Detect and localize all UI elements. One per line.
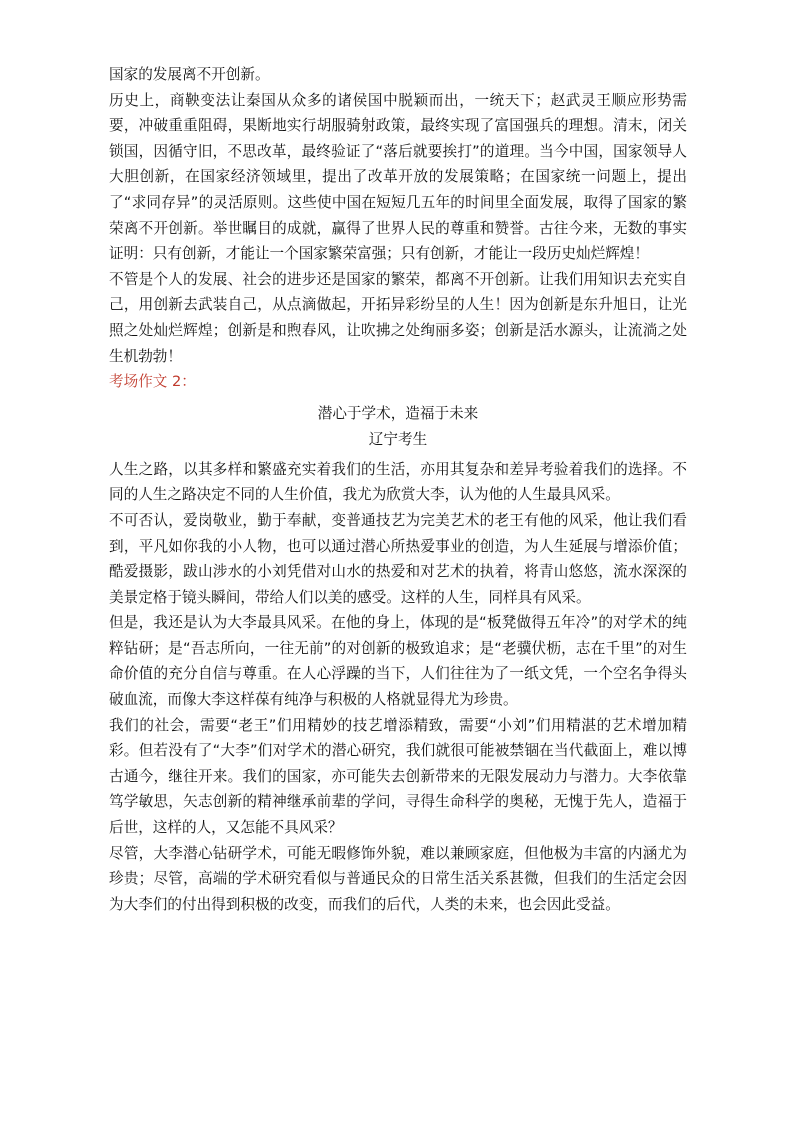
essay2-paragraph-2: 不可否认，爱岗敬业，勤于奉献，变普通技艺为完美艺术的老王有他的风采，他让我们看到，平凡如你我的小人物，也可以通过潜心所热爱事业的创造，为人生延展与增添价值；酷爱摄影，跋山涉水的小刘凭借对山水的热爱和对艺术的执着，将青山悠悠，流水深深的美景定格于镜头瞬间，带给人们以美的感受。这样的人生，同样具有风采。 bbox=[109, 511, 687, 606]
essay2-title: 潜心于学术，造福于未来 bbox=[317, 404, 479, 422]
essay1-paragraph-2: 历史上，商鞅变法让秦国从众多的诸侯国中脱颖而出，一统天下；赵武灵王顺应形势需要，冲破重重阻碍，果断地实行胡服骑射政策，最终实现了富国强兵的理想。清末，闭关锁国，因循守旧，不思改革，最终验证了“落后就要挨打”的道理。当今中国，国家领导人大胆创新，在国家经济领域里，提出了改革开放的发展策略；在国家统一问题上，提出了“求同存异”的灵活原则。这些使中国在短短几五年的时间里全面发展，取得了国家的繁荣离不开创新。举世瞩目的成就，赢得了世界人民的尊重和赞誉。古往今来，无数的事实证明：只有创新，才能让一个国家繁荣富强；只有创新，才能让一段历史灿烂辉煌！ bbox=[109, 91, 687, 263]
essay2-paragraph-3: 但是，我还是认为大李最具风采。在他的身上，体现的是“板凳做得五年冷”的对学术的纯粹钻研；是“吾志所向，一往无前”的对创新的极致追求；是“老骥伏枥，志在千里”的对生命价值的充分自信与尊重。在人心浮躁的当下，人们往往为了一纸文凭，一个空名争得头破血流，而像大李这样葆有纯净与积极的人格就显得尤为珍贵。 bbox=[109, 614, 687, 709]
document-page bbox=[109, 62, 687, 917]
essay1-paragraph-1: 国家的发展离不开创新。 bbox=[109, 66, 270, 83]
essay2-author: 辽宁考生 bbox=[368, 430, 428, 448]
essay1-paragraph-3: 不管是个人的发展、社会的进步还是国家的繁荣，都离不开创新。让我们用知识去充实自己，用创新去武装自己，从点滴做起，开拓异彩纷呈的人生！因为创新是东升旭日，让光照之处灿烂辉煌；创新是和煦春风，让吹拂之处绚丽多姿；创新是活水源头，让流淌之处生机勃勃！ bbox=[109, 270, 687, 365]
essay2-paragraph-5: 尽管，大李潜心钻研学术，可能无暇修饰外貌，难以兼顾家庭，但他极为丰富的内涵尤为珍贵；尽管，高端的学术研究看似与普通民众的日常生活关系甚微，但我们的生活定会因为大李们的付出得到积极的改变，而我们的后代，人类的未来，也会因此受益。 bbox=[109, 844, 687, 913]
section-label: 考场作文 2： bbox=[109, 373, 196, 391]
essay2-paragraph-1: 人生之路，以其多样和繁盛充实着我们的生活，亦用其复杂和差异考验着我们的选择。不同的人生之路决定不同的人生价值，我尤为欣赏大李，认为他的人生最具风采。 bbox=[109, 460, 687, 504]
essay2-paragraph-4: 我们的社会，需要“老王”们用精妙的技艺增添精致，需要“小刘”们用精湛的艺术增加精彩。但若没有了“大李”们对学术的潜心研究，我们就很可能被禁锢在当代截面上，难以博古通今，继往开来。我们的国家，亦可能失去创新带来的无限发展动力与潜力。大李依靠笃学敏思，矢志创新的精神继承前辈的学问，寻得生命科学的奥秘，无愧于先人，造福于后世，这样的人，又怎能不具风采？ bbox=[109, 716, 687, 837]
